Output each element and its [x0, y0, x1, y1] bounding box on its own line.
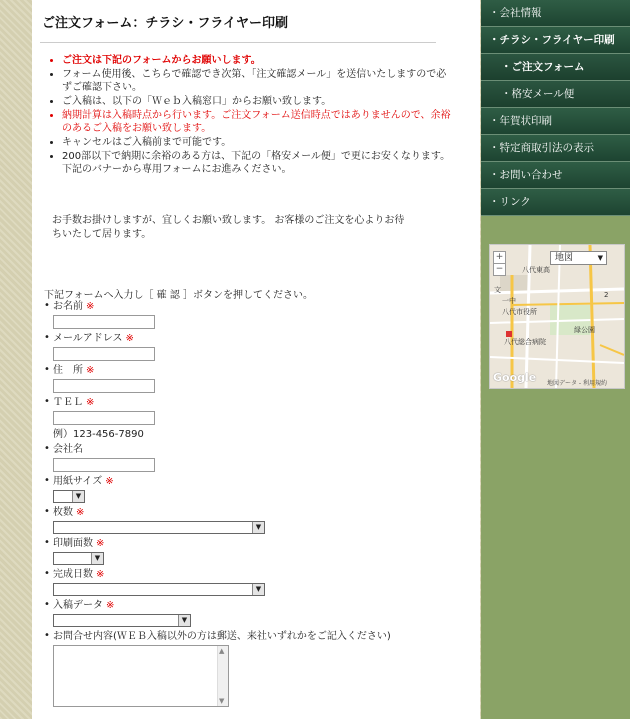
- field-inquiry: [44, 630, 454, 707]
- field-label: • 枚数 ※: [53, 507, 85, 518]
- page-title: ご注文フォーム：チラシ・フライヤー印刷: [42, 16, 288, 31]
- required-mark: ※: [96, 569, 105, 580]
- zoom-out-button[interactable]: −: [493, 263, 506, 276]
- google-logo: Google: [493, 371, 537, 384]
- required-mark: ※: [76, 507, 85, 518]
- field-label: • 会社名: [53, 444, 83, 455]
- field-label: • お名前 ※: [53, 301, 95, 312]
- chevron-down-icon: ▼: [72, 491, 84, 502]
- required-mark: ※: [96, 538, 105, 549]
- name-input[interactable]: [53, 315, 155, 329]
- field-label: • 入稿データ ※: [53, 600, 115, 611]
- field-address: [44, 364, 454, 393]
- sidebar-item-links[interactable]: ・リンク: [481, 189, 630, 216]
- field-label: • 印刷面数 ※: [53, 538, 105, 549]
- required-mark: ※: [86, 365, 95, 376]
- sidebar-item-new-year-cards[interactable]: ・年賀状印刷: [481, 108, 630, 135]
- field-name: [44, 300, 454, 329]
- print-sides-select[interactable]: [53, 552, 104, 565]
- email-input[interactable]: [53, 347, 155, 361]
- sidebar-item-contact[interactable]: ・お問い合わせ: [481, 162, 630, 189]
- field-tel: [44, 396, 454, 442]
- required-mark: ※: [125, 333, 134, 344]
- map-label: 八代市役所: [502, 308, 537, 316]
- tel-input[interactable]: [53, 411, 155, 425]
- sidebar-menu: [481, 0, 630, 216]
- field-print-sides: [44, 537, 454, 565]
- required-mark: ※: [106, 600, 115, 611]
- zoom-in-button[interactable]: +: [493, 251, 506, 264]
- field-email: [44, 332, 454, 361]
- sidebar-item-commerce-law[interactable]: ・特定商取引法の表示: [481, 135, 630, 162]
- chevron-down-icon: ▼: [178, 615, 190, 626]
- tel-example: 例）123-456-7890: [53, 429, 144, 440]
- delivery-days-select[interactable]: [53, 583, 265, 596]
- order-form: [44, 300, 454, 707]
- main-content: [32, 0, 480, 719]
- map-label: 2: [604, 291, 609, 299]
- paper-size-select[interactable]: [53, 490, 85, 503]
- notice-item: • キャンセルはご入稿前まで可能です。: [62, 136, 452, 149]
- map-type-select[interactable]: 地図 ▼: [550, 251, 607, 265]
- map-label: 八代東高: [522, 266, 550, 274]
- field-delivery-days: [44, 568, 454, 596]
- sidebar: [481, 0, 630, 719]
- field-label: • 完成日数 ※: [53, 569, 105, 580]
- map-label: 緑公園: [574, 326, 595, 334]
- notice-list: [52, 54, 452, 177]
- scroll-up-icon[interactable]: ▲: [219, 647, 225, 655]
- closing-message: お手数お掛けしますが、宜しくお願い致します。 お客様のご注文を心よりお待ちいたして居ります。: [52, 215, 405, 240]
- notice-item: • 200部以下で納期に余裕のある方は、下記の「格安メール便」で更にお安くなります。下記のバナーから専用フォームにお進みください。: [62, 150, 452, 176]
- required-mark: ※: [86, 397, 95, 408]
- field-quantity: [44, 506, 454, 534]
- field-submission-data: [44, 599, 454, 627]
- field-label: • お問合せ内容(ＷＥＢ入稿以外の方は郵送、来社いずれかをご記入ください): [53, 631, 391, 642]
- field-label: • 住 所 ※: [53, 365, 95, 376]
- notice-item: • ご注文は下記のフォームからお願いします。: [62, 54, 452, 67]
- address-input[interactable]: [53, 379, 155, 393]
- map-label: 八代総合病院: [504, 338, 546, 346]
- required-mark: ※: [86, 301, 95, 312]
- chevron-down-icon: ▼: [252, 522, 264, 533]
- required-mark: ※: [105, 476, 114, 487]
- inquiry-textarea[interactable]: [53, 645, 229, 707]
- sidebar-item-order-form[interactable]: ・ご注文フォーム: [481, 54, 630, 81]
- notice-item: • フォーム使用後、こちらで確認でき次第、「注文確認メール」を送信いたしますので必ずご確認下さい。: [62, 68, 452, 94]
- notice-item: • 納期計算は入稿時点から行います。ご注文フォーム送信時点ではありませんので、余裕のあるご入稿をお願い致します。: [62, 109, 452, 135]
- form-instructions: 下記フォームへ入力し［ 確 認 ］ボタンを押してください。: [44, 290, 314, 301]
- sidebar-item-company[interactable]: ・会社情報: [481, 0, 630, 27]
- company-input[interactable]: [53, 458, 155, 472]
- quantity-select[interactable]: [53, 521, 265, 534]
- field-label: • ＴＥＬ ※: [53, 397, 95, 408]
- map-label: 一中: [502, 297, 516, 305]
- chevron-down-icon: ▼: [91, 553, 103, 564]
- chevron-down-icon: ▼: [597, 254, 603, 262]
- field-company: [44, 443, 454, 472]
- map-label: 文: [494, 286, 501, 294]
- field-label: • 用紙サイズ ※: [53, 476, 114, 487]
- map-terms-link[interactable]: 地図データ - 利用規約: [547, 380, 607, 387]
- field-label: • メールアドレス ※: [53, 333, 134, 344]
- chevron-down-icon: ▼: [252, 584, 264, 595]
- title-divider: [40, 42, 436, 43]
- scrollbar[interactable]: [217, 646, 228, 706]
- submission-data-select[interactable]: [53, 614, 191, 627]
- notice-item: • ご入稿は、以下の「Ｗｅｂ入稿窓口」からお願い致します。: [62, 95, 452, 108]
- sidebar-item-mail-service[interactable]: ・格安メール便: [481, 81, 630, 108]
- field-paper-size: [44, 475, 454, 503]
- sidebar-item-flyer-printing[interactable]: ・チラシ・フライヤー印刷: [481, 27, 630, 54]
- map-widget[interactable]: [489, 244, 625, 389]
- scroll-down-icon[interactable]: ▼: [219, 697, 225, 705]
